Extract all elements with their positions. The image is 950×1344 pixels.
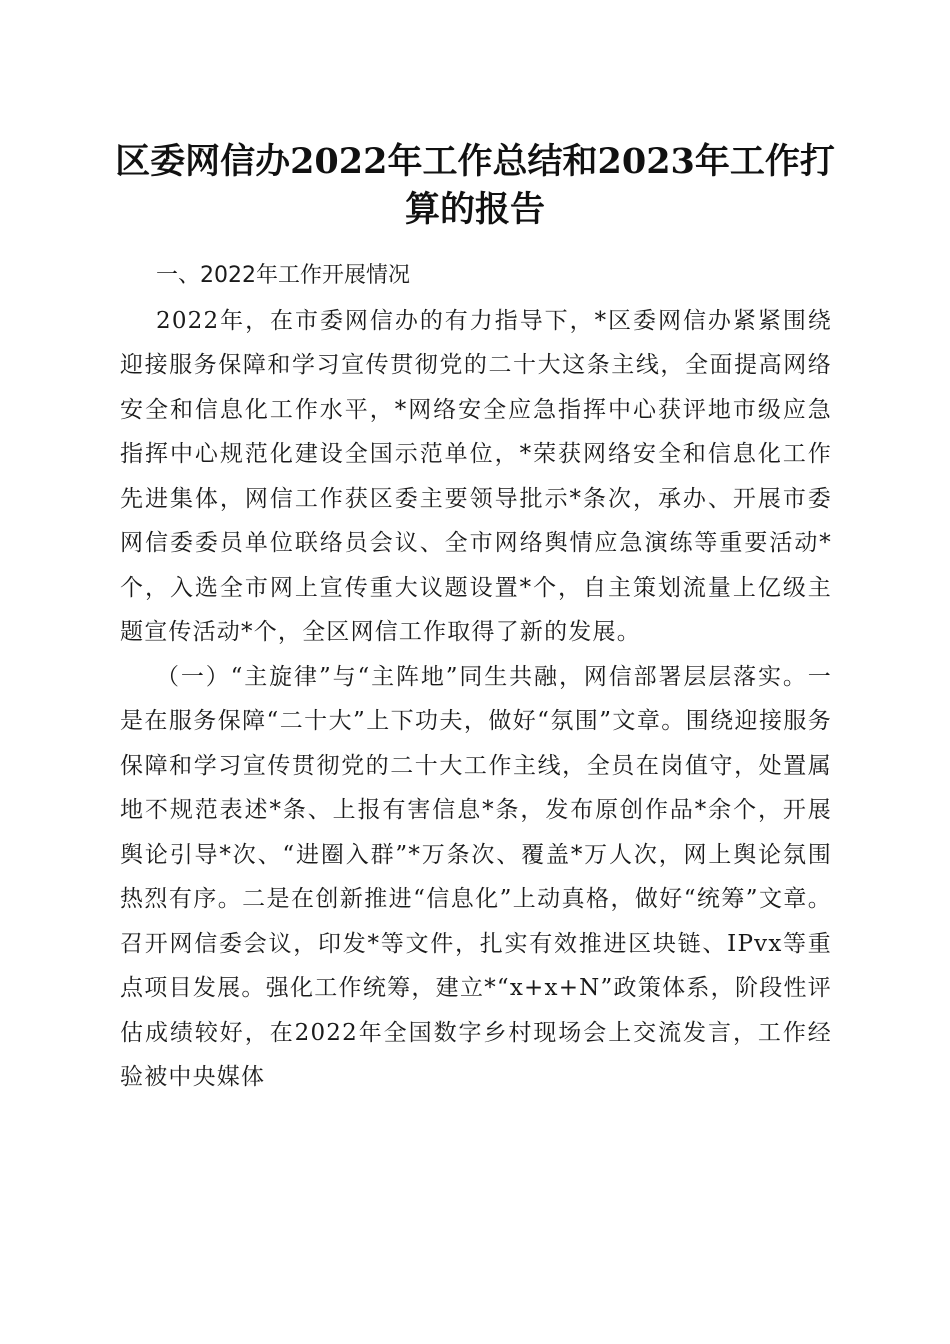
- title-line-1: 区委网信办2022年工作总结和2023年工作打: [115, 141, 835, 182]
- section-heading: 一、2022年工作开展情况: [156, 263, 410, 288]
- paragraph-2-body: 一是在服务保障“二十大”上下功夫，做好“氛围”文章。围绕迎接服务保障和学习宣传贯彻党的二十大工作主线，全员在岗值守，处置属地不规范表述*条、上报有害信息*条，发布原创作品*余个，开展舆论引导*次、“进圈入群”*万条次、覆盖*万人次，网上舆论氛围热烈有序。二是在创新推进“信息化”上动真格，做好“统筹”文章。召开网信委会议，印发*等文件，扎实有效推进区块链、IPvx等重点项目发展。强化工作统筹，建立*“x+x+N”政策体系，阶段性评估成绩较好，在2022年全国数字乡村现场会上交流发言，工作经验被中央媒体: [120, 663, 832, 1090]
- document-body: [120, 254, 832, 1100]
- paragraph-2: [120, 655, 832, 1100]
- paragraph-2-lead: （一）“主旋律”与“主阵地”同生共融，网信部署层层落实。: [156, 663, 808, 690]
- document-title: [100, 138, 850, 234]
- title-line-2: 算的报告: [404, 189, 545, 230]
- paragraph-1: 2022年，在市委网信办的有力指导下，*区委网信办紧紧围绕迎接服务保障和学习宣传贯彻党的二十大这条主线，全面提高网络安全和信息化工作水平，*网络安全应急指挥中心获评地市级应急指挥中心规范化建设全国示范单位，*荣获网络安全和信息化工作先进集体，网信工作获区委主要领导批示*条次，承办、开展市委网信委委员单位联络员会议、全市网络舆情应急演练等重要活动*个，入选全市网上宣传重大议题设置*个，自主策划流量上亿级主题宣传活动*个，全区网信工作取得了新的发展。: [120, 307, 832, 645]
